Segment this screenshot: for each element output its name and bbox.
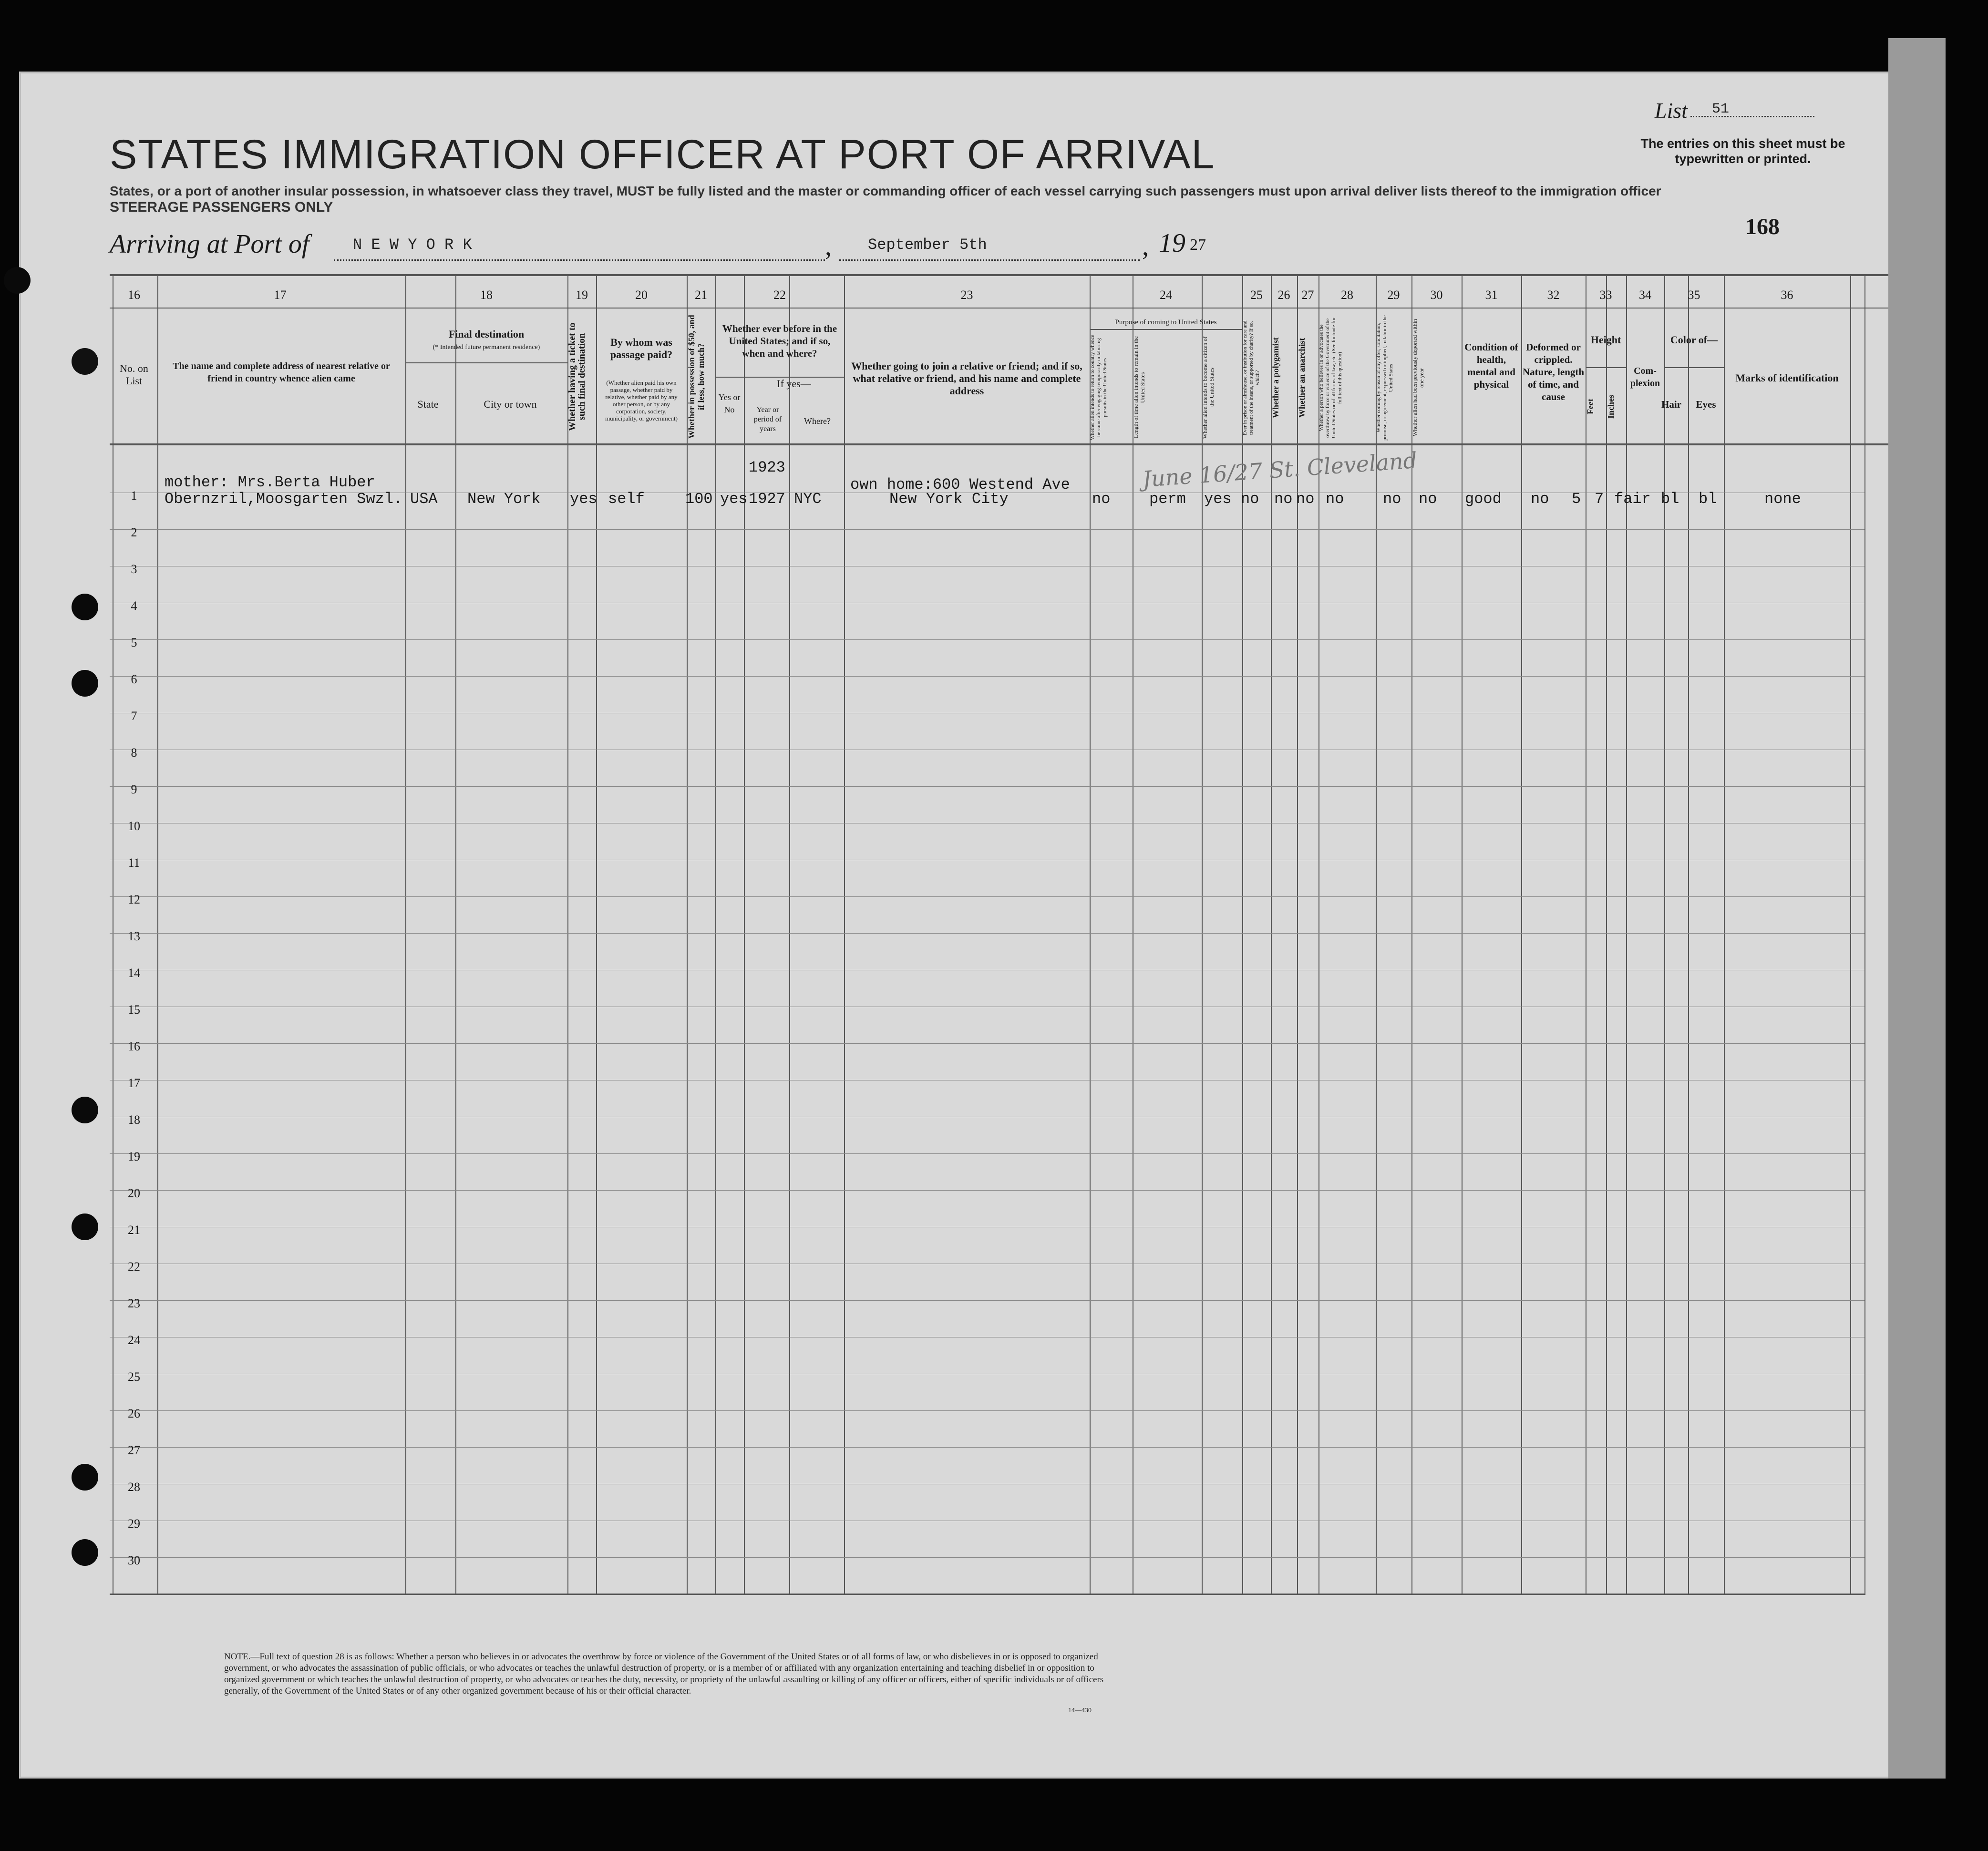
row-number: 27 [128,1443,140,1457]
row-number: 6 [131,672,137,686]
binder-hole [72,348,98,375]
header-bottom-border [110,443,1888,445]
table-top-border [110,274,1888,276]
row-number: 23 [128,1296,140,1310]
list-number: 51 [1712,101,1730,117]
before-us-value: yes [720,490,748,508]
row-number: 29 [128,1517,140,1531]
column-line [1850,274,1851,1595]
row-number: 10 [128,819,140,833]
header-col17: The name and complete address of nearest relative or friend in country whence alien came [173,361,390,384]
document-subtitle: States, or a port of another insular possession, in whatsoever class they travel, MUST be fully listed and the master or commanding officer of each vessel carrying such passengers must upon arrival deliver lists thereof to the immigration officer [110,184,1661,198]
join-address-line2: New York City [889,490,1009,508]
header-feet: Feet [1586,399,1595,414]
col-num-27: 27 [1301,288,1314,302]
column-line [687,274,688,1595]
relative-address-line1: mother: Mrs.Berta Huber [165,473,375,491]
header-anarchist: Whether an anarchist [1297,338,1307,418]
header-length-stay: Length of time alien intends to remain in the United States [1133,336,1146,439]
height-feet-value: 5 [1572,490,1581,508]
row-number: 1 [131,489,137,503]
column-line [1626,274,1627,1595]
subheader-divider [405,362,567,363]
column-line [1090,274,1091,1595]
col-num-34: 34 [1639,288,1651,302]
column-line [405,274,406,1595]
header-ticket: Whether having a ticket to such final destination [567,322,587,431]
footnote-q28: NOTE.—Full text of question 28 is as follows: Whether a person who believes in or advocates the overthrow by force or violence of the Government of the United States or of all forms of law, or who disbelieves in or is opposed to organized government, or who advocates the assassination of public officials, or who advocates or teaches the unlawful destruction of property, or is a member of or affiliated with any organization entertaining and teaching disbelief in or opposition to organized government or which teaches the unlawful destruction of property, or who advocates or teaches the duty, necessity, or propriety of the unlawful assaulting or killing of any officer or officers, either of specific individuals or of officers generally, of the Government of the United States or of any other organized government because of his or their official character. [224,1652,1104,1696]
row-number: 16 [128,1039,140,1053]
money-value: 100 [685,490,713,508]
header-state: State [417,398,439,410]
binder-hole [72,1097,98,1123]
year-upper-value: 1923 [749,459,785,476]
col-num-18: 18 [480,288,493,302]
length-stay-value: perm [1149,490,1186,508]
column-line [1664,274,1665,1595]
arriving-label: Arriving at Port of [110,229,309,259]
row-number: 11 [128,856,140,870]
row-line [110,639,1864,640]
steerage-label: STEERAGE PASSENGERS ONLY [110,199,333,215]
row-number: 3 [131,562,137,576]
row-line [110,1300,1864,1301]
header-labor-offer: Whether coming by reason of any offer, solicitation, promise, or agreement, expressed or implied, to labor in the United States [1376,315,1394,441]
column-line [1688,274,1689,1595]
eyes-value: bl [1699,490,1717,508]
header-year-period: Year or period of years [753,406,782,433]
binder-hole [72,594,98,620]
prison-value: no [1241,490,1259,508]
row-number: 24 [128,1333,140,1347]
row-line [110,786,1864,787]
header-where: Where? [804,416,831,426]
handwritten-annotation: June 16/27 St. Cleveland [1141,447,1418,493]
q28-value: no [1326,490,1344,508]
row-line [110,1043,1864,1044]
row-number: 28 [128,1480,140,1494]
row-number: 26 [128,1407,140,1420]
return-country-value: no [1092,490,1111,508]
header-return-country: Whether alien intends to return to country whence he came after engaging temporarily in laboring pursuits in the United States [1090,335,1108,440]
row-line [110,896,1864,897]
manifest-sheet [19,72,1919,1779]
deformed-value: no [1531,490,1549,508]
header-before-us: Whether ever before in the United States; and if so, when and where? [722,323,837,359]
header-height: Height [1590,334,1621,346]
row-number: 7 [131,709,137,723]
row-line [110,1447,1864,1448]
polygamist-value: no [1274,490,1293,508]
header-money: Whether in possession of $50, and if less, how much? [687,315,706,439]
col-num-20: 20 [635,288,648,302]
col-num-30: 30 [1430,288,1443,302]
header-passage-paid: By whom was passage paid? [610,336,673,360]
col-num-23: 23 [960,288,973,302]
column-line [789,274,790,1595]
column-line [715,274,716,1595]
col-num-21: 21 [695,288,707,302]
header-marks: Marks of identification [1735,372,1839,384]
deported-value: no [1419,490,1437,508]
header-become-citizen: Whether alien intends to become a citizen of the United States [1202,336,1215,439]
row-line [110,1153,1864,1154]
marks-value: none [1764,490,1801,508]
binder-hole [72,1539,98,1566]
row-number: 5 [131,636,137,649]
col-num-32: 32 [1547,288,1560,302]
header-no-on-list: No. on List [120,362,148,387]
row-number: 25 [128,1370,140,1384]
anarchist-value: no [1296,490,1315,508]
paid-by-value: self [608,490,645,508]
col-num-31: 31 [1485,288,1498,302]
row-number: 19 [128,1150,140,1163]
col-num-19: 19 [576,288,588,302]
col-num-36: 36 [1781,288,1793,302]
column-line [1864,274,1865,1595]
document-title: STATES IMMIGRATION OFFICER AT PORT OF ARRIVAL [110,132,1215,177]
binder-hole [72,670,98,697]
row-number: 22 [128,1260,140,1274]
labor-offer-value: no [1383,490,1401,508]
header-city: City or town [484,398,537,410]
binder-hole [72,1464,98,1491]
health-value: good [1465,490,1502,508]
entries-note: The entries on this sheet must be typewritten or printed. [1640,136,1845,166]
header-final-destination: Final destination [448,328,525,340]
header-deported: Whether alien had been previously deported within one year [1411,319,1425,437]
final-city: New York [467,490,541,508]
row-number: 17 [128,1076,140,1090]
row-number: 18 [128,1113,140,1127]
where-value: NYC [794,490,822,508]
relative-address-line2: Obernzril,Moosgarten Swzl. [165,490,403,508]
col-num-29: 29 [1387,288,1400,302]
column-line [596,274,597,1595]
column-line [844,274,845,1595]
comma: , [825,232,832,261]
join-address-line1: own home:600 Westend Ave [850,476,1070,494]
ticket-value: yes [570,490,597,508]
hair-value: bl [1661,490,1679,508]
col-num-28: 28 [1341,288,1353,302]
column-line [1724,274,1725,1595]
header-color-of: Color of— [1670,334,1718,346]
binder-hole [72,1213,98,1240]
row-number: 8 [131,746,137,760]
row-line [110,1557,1864,1558]
table-bottom-border [110,1594,1864,1595]
comma: , [1142,232,1149,261]
row-number: 21 [128,1223,140,1237]
list-label: List [1655,98,1688,123]
header-health: Condition of health, mental and physical [1464,341,1518,390]
col-num-24: 24 [1160,288,1172,302]
row-number: 30 [128,1553,140,1567]
header-join-relative: Whether going to join a relative or friend; and if so, what relative or friend, and his name and complete address [851,360,1082,397]
column-line [455,274,456,1595]
row-line [110,1190,1864,1191]
column-line [1462,274,1463,1595]
header-if-yes: If yes— [777,378,811,390]
column-line [744,274,745,1595]
height-inches-value: 7 [1595,490,1604,508]
header-deformed: Deformed or crippled. Nature, length of time, and cause [1522,341,1585,402]
header-yes-no: Yes or No [718,392,741,414]
port-name: N E W Y O R K [353,236,472,254]
col-num-35: 35 [1688,288,1700,302]
col-num-26: 26 [1277,288,1290,302]
header-q28: Whether a person who believes in or advocates the overthrow by force or violence of the Government of the United States or of all forms of law, etc. (See footnote for full text of this question) [1318,317,1343,439]
col-num-16: 16 [128,288,140,302]
row-number: 20 [128,1186,140,1200]
header-passage-paid-sub: (Whether alien paid his own passage, whether paid by relative, whether paid by any other person, or by any corporation, society, municipality, or government) [605,379,678,422]
row-number: 15 [128,1003,140,1017]
row-number: 13 [128,929,140,943]
become-citizen-value: yes [1204,490,1232,508]
header-hair: Hair [1661,399,1681,410]
header-eyes: Eyes [1696,399,1716,410]
subheader-divider [1090,329,1242,330]
page-number: 168 [1745,214,1780,239]
subheader-divider [1586,367,1626,368]
year-prefix: 19 [1159,228,1185,258]
row-line [110,933,1864,934]
form-number: 14—430 [1068,1707,1092,1714]
column-line [567,274,568,1595]
row-number: 14 [128,966,140,980]
header-final-destination-sub: (* Intended future permanent residence) [433,344,540,351]
page-edge [1888,38,1946,1779]
header-complexion: Com-plexion [1630,366,1660,389]
row-number: 4 [131,599,137,613]
year-value: 1927 [749,490,785,508]
year-suffix: 27 [1190,236,1206,254]
list-line [1690,94,1814,117]
row-line [110,676,1864,677]
column-line [1606,274,1607,1595]
row-number: 12 [128,893,140,906]
final-state: USA [410,490,438,508]
col-num-33: 33 [1599,288,1612,302]
row-number: 2 [131,525,137,539]
column-line [157,274,158,1595]
column-line [1521,274,1522,1595]
subheader-divider [1664,367,1724,368]
complexion-value: fair [1614,490,1651,508]
col-num-17: 17 [274,288,287,302]
col-num-22: 22 [773,288,786,302]
header-purpose: Purpose of coming to United States [1115,319,1217,326]
arrival-date: September 5th [868,236,987,254]
row-number: 9 [131,782,137,796]
col-num-25: 25 [1250,288,1263,302]
row-line [110,529,1864,530]
binder-hole [4,267,31,294]
header-inches: Inches [1606,394,1616,419]
header-prison: Ever in prison or almshouse, or institution for care and treatment of the insane, or supported by charity? If so, which? [1242,320,1260,435]
row-line [110,1410,1864,1411]
header-polygamist: Whether a polygamist [1271,337,1280,419]
